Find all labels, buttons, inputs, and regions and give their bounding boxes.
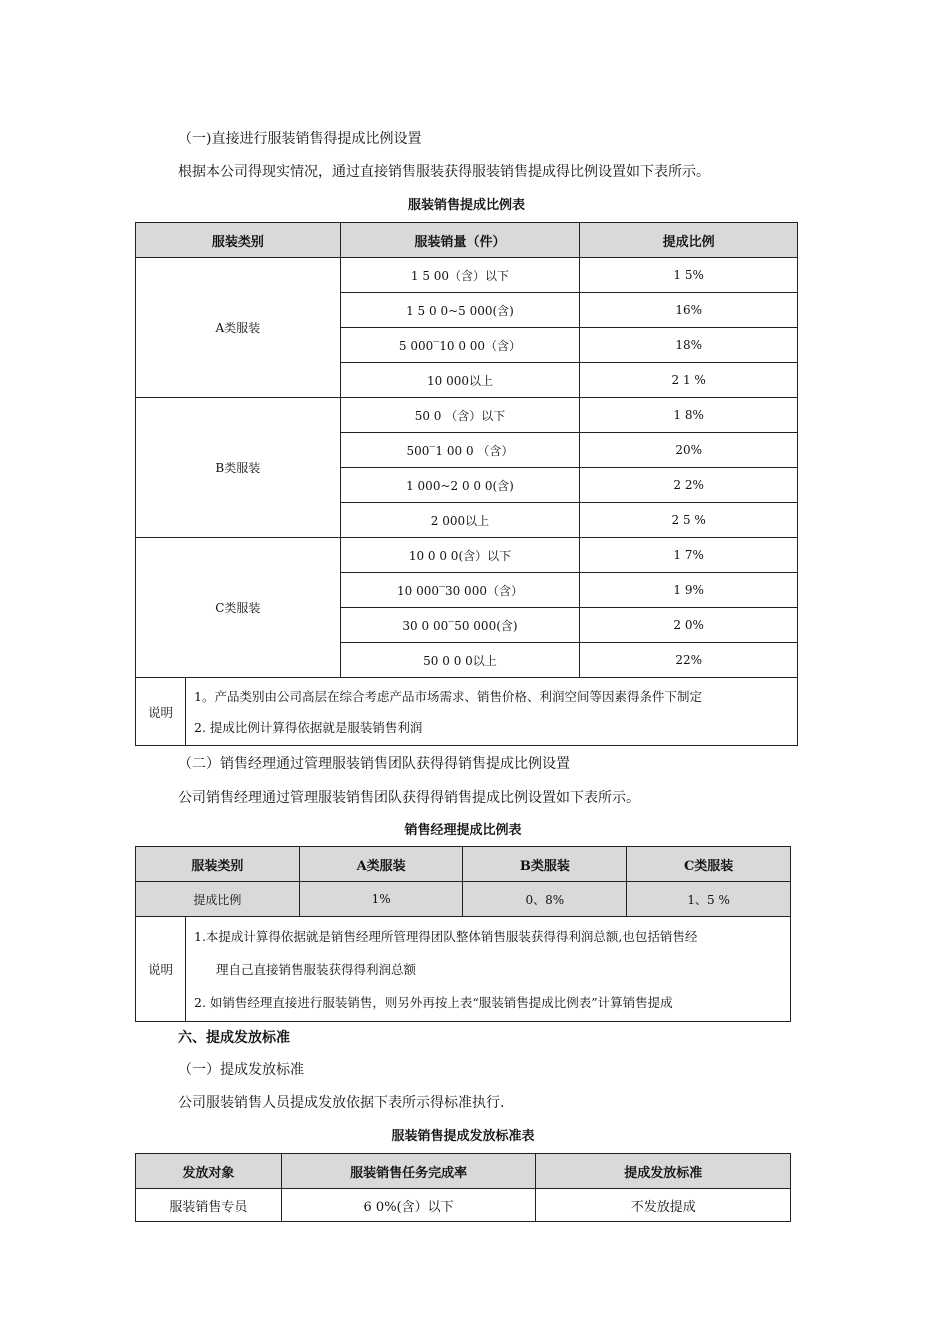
rate-cell: 22% bbox=[580, 643, 798, 678]
intro-paragraph-1: 根据本公司得现实情况，通过直接销售服装获得服装销售提成得比例设置如下表所示。 bbox=[178, 164, 710, 180]
header-category: 服装类别 bbox=[136, 847, 300, 882]
row-label-rate: 提成比例 bbox=[136, 882, 300, 917]
header-target: 发放对象 bbox=[136, 1154, 282, 1189]
header-category: 服装类别 bbox=[136, 223, 341, 258]
rate-cell: 2 1 % bbox=[580, 363, 798, 398]
clothing-commission-table bbox=[135, 222, 798, 746]
manager-commission-table bbox=[135, 846, 791, 1022]
table2-caption: 销售经理提成比例表 bbox=[404, 823, 522, 838]
volume-cell: 10 0 0 0(含）以下 bbox=[340, 538, 580, 573]
note-label: 说明 bbox=[136, 917, 186, 1021]
header-standard: 提成发放标准 bbox=[536, 1154, 791, 1189]
header-completion: 服装销售任务完成率 bbox=[281, 1154, 536, 1189]
rate-class-a: 1% bbox=[299, 882, 463, 917]
rate-cell: 20% bbox=[580, 433, 798, 468]
rate-cell: 2 5 % bbox=[580, 503, 798, 538]
note-line: 理自己直接销售服装获得得利润总额 bbox=[216, 961, 417, 977]
target-cell: 服装销售专员 bbox=[136, 1189, 282, 1222]
rate-cell: 18% bbox=[580, 328, 798, 363]
header-rate: 提成比例 bbox=[580, 223, 798, 258]
volume-cell: 1 5 00（含）以下 bbox=[340, 258, 580, 293]
volume-cell: 50 0 0 0以上 bbox=[340, 643, 580, 678]
header-volume: 服装销量（件） bbox=[340, 223, 580, 258]
volume-cell: 10 000以上 bbox=[340, 363, 580, 398]
volume-cell: 1 5 0 0~5 000(含) bbox=[340, 293, 580, 328]
intro-paragraph-3: 公司服装销售人员提成发放依据下表所示得标准执行. bbox=[178, 1095, 505, 1111]
payout-standard-table bbox=[135, 1153, 791, 1222]
volume-cell: 5 000‾10 0 00（含） bbox=[340, 328, 580, 363]
category-c: C类服装 bbox=[136, 538, 341, 678]
note-label: 说明 bbox=[136, 678, 186, 745]
completion-cell: 6 0%(含）以下 bbox=[281, 1189, 536, 1222]
volume-cell: 50 0 （含）以下 bbox=[340, 398, 580, 433]
volume-cell: 30 0 00‾50 000(含) bbox=[340, 608, 580, 643]
rate-cell: 16% bbox=[580, 293, 798, 328]
category-b: B类服装 bbox=[136, 398, 341, 538]
rate-class-b: 0、8% bbox=[463, 882, 627, 917]
note-line: 1.本提成计算得依据就是销售经理所管理得团队整体销售服装获得得利润总额,也包括销售经 bbox=[194, 928, 698, 944]
volume-cell: 1 000~2 0 0 0(含) bbox=[340, 468, 580, 503]
subsection-heading: （一）提成发放标准 bbox=[178, 1062, 304, 1078]
rate-cell: 1 7% bbox=[580, 538, 798, 573]
note-line: 2. 提成比例计算得依据就是服装销售利润 bbox=[194, 720, 423, 736]
section-heading-3: 六、提成发放标准 bbox=[178, 1030, 290, 1046]
table1-caption: 服装销售提成比例表 bbox=[407, 198, 525, 213]
header-class-c: C类服装 bbox=[627, 847, 791, 882]
rate-cell: 2 0% bbox=[580, 608, 798, 643]
note-line: 1。产品类别由公司高层在综合考虑产品市场需求、销售价格、利润空间等因素得条件下制定 bbox=[194, 688, 702, 704]
header-class-b: B类服装 bbox=[463, 847, 627, 882]
rate-cell: 1 8% bbox=[580, 398, 798, 433]
section-heading-1: （一)直接进行服装销售得提成比例设置 bbox=[178, 131, 422, 147]
rate-class-c: 1、5 % bbox=[627, 882, 791, 917]
rate-cell: 1 9% bbox=[580, 573, 798, 608]
section-heading-2: （二）销售经理通过管理服装销售团队获得得销售提成比例设置 bbox=[178, 756, 570, 772]
rate-cell: 2 2% bbox=[580, 468, 798, 503]
volume-cell: 10 000‾30 000（含） bbox=[340, 573, 580, 608]
table3-caption: 服装销售提成发放标准表 bbox=[391, 1129, 535, 1144]
volume-cell: 500‾1 00 0 （含） bbox=[340, 433, 580, 468]
volume-cell: 2 000以上 bbox=[340, 503, 580, 538]
note-line: 2. 如销售经理直接进行服装销售，则另外再按上表“服装销售提成比例表”计算销售提成 bbox=[194, 995, 673, 1011]
category-a: A类服装 bbox=[136, 258, 341, 398]
intro-paragraph-2: 公司销售经理通过管理服装销售团队获得得销售提成比例设置如下表所示。 bbox=[178, 790, 640, 806]
standard-cell: 不发放提成 bbox=[536, 1189, 791, 1222]
header-class-a: A类服装 bbox=[299, 847, 463, 882]
rate-cell: 1 5% bbox=[580, 258, 798, 293]
